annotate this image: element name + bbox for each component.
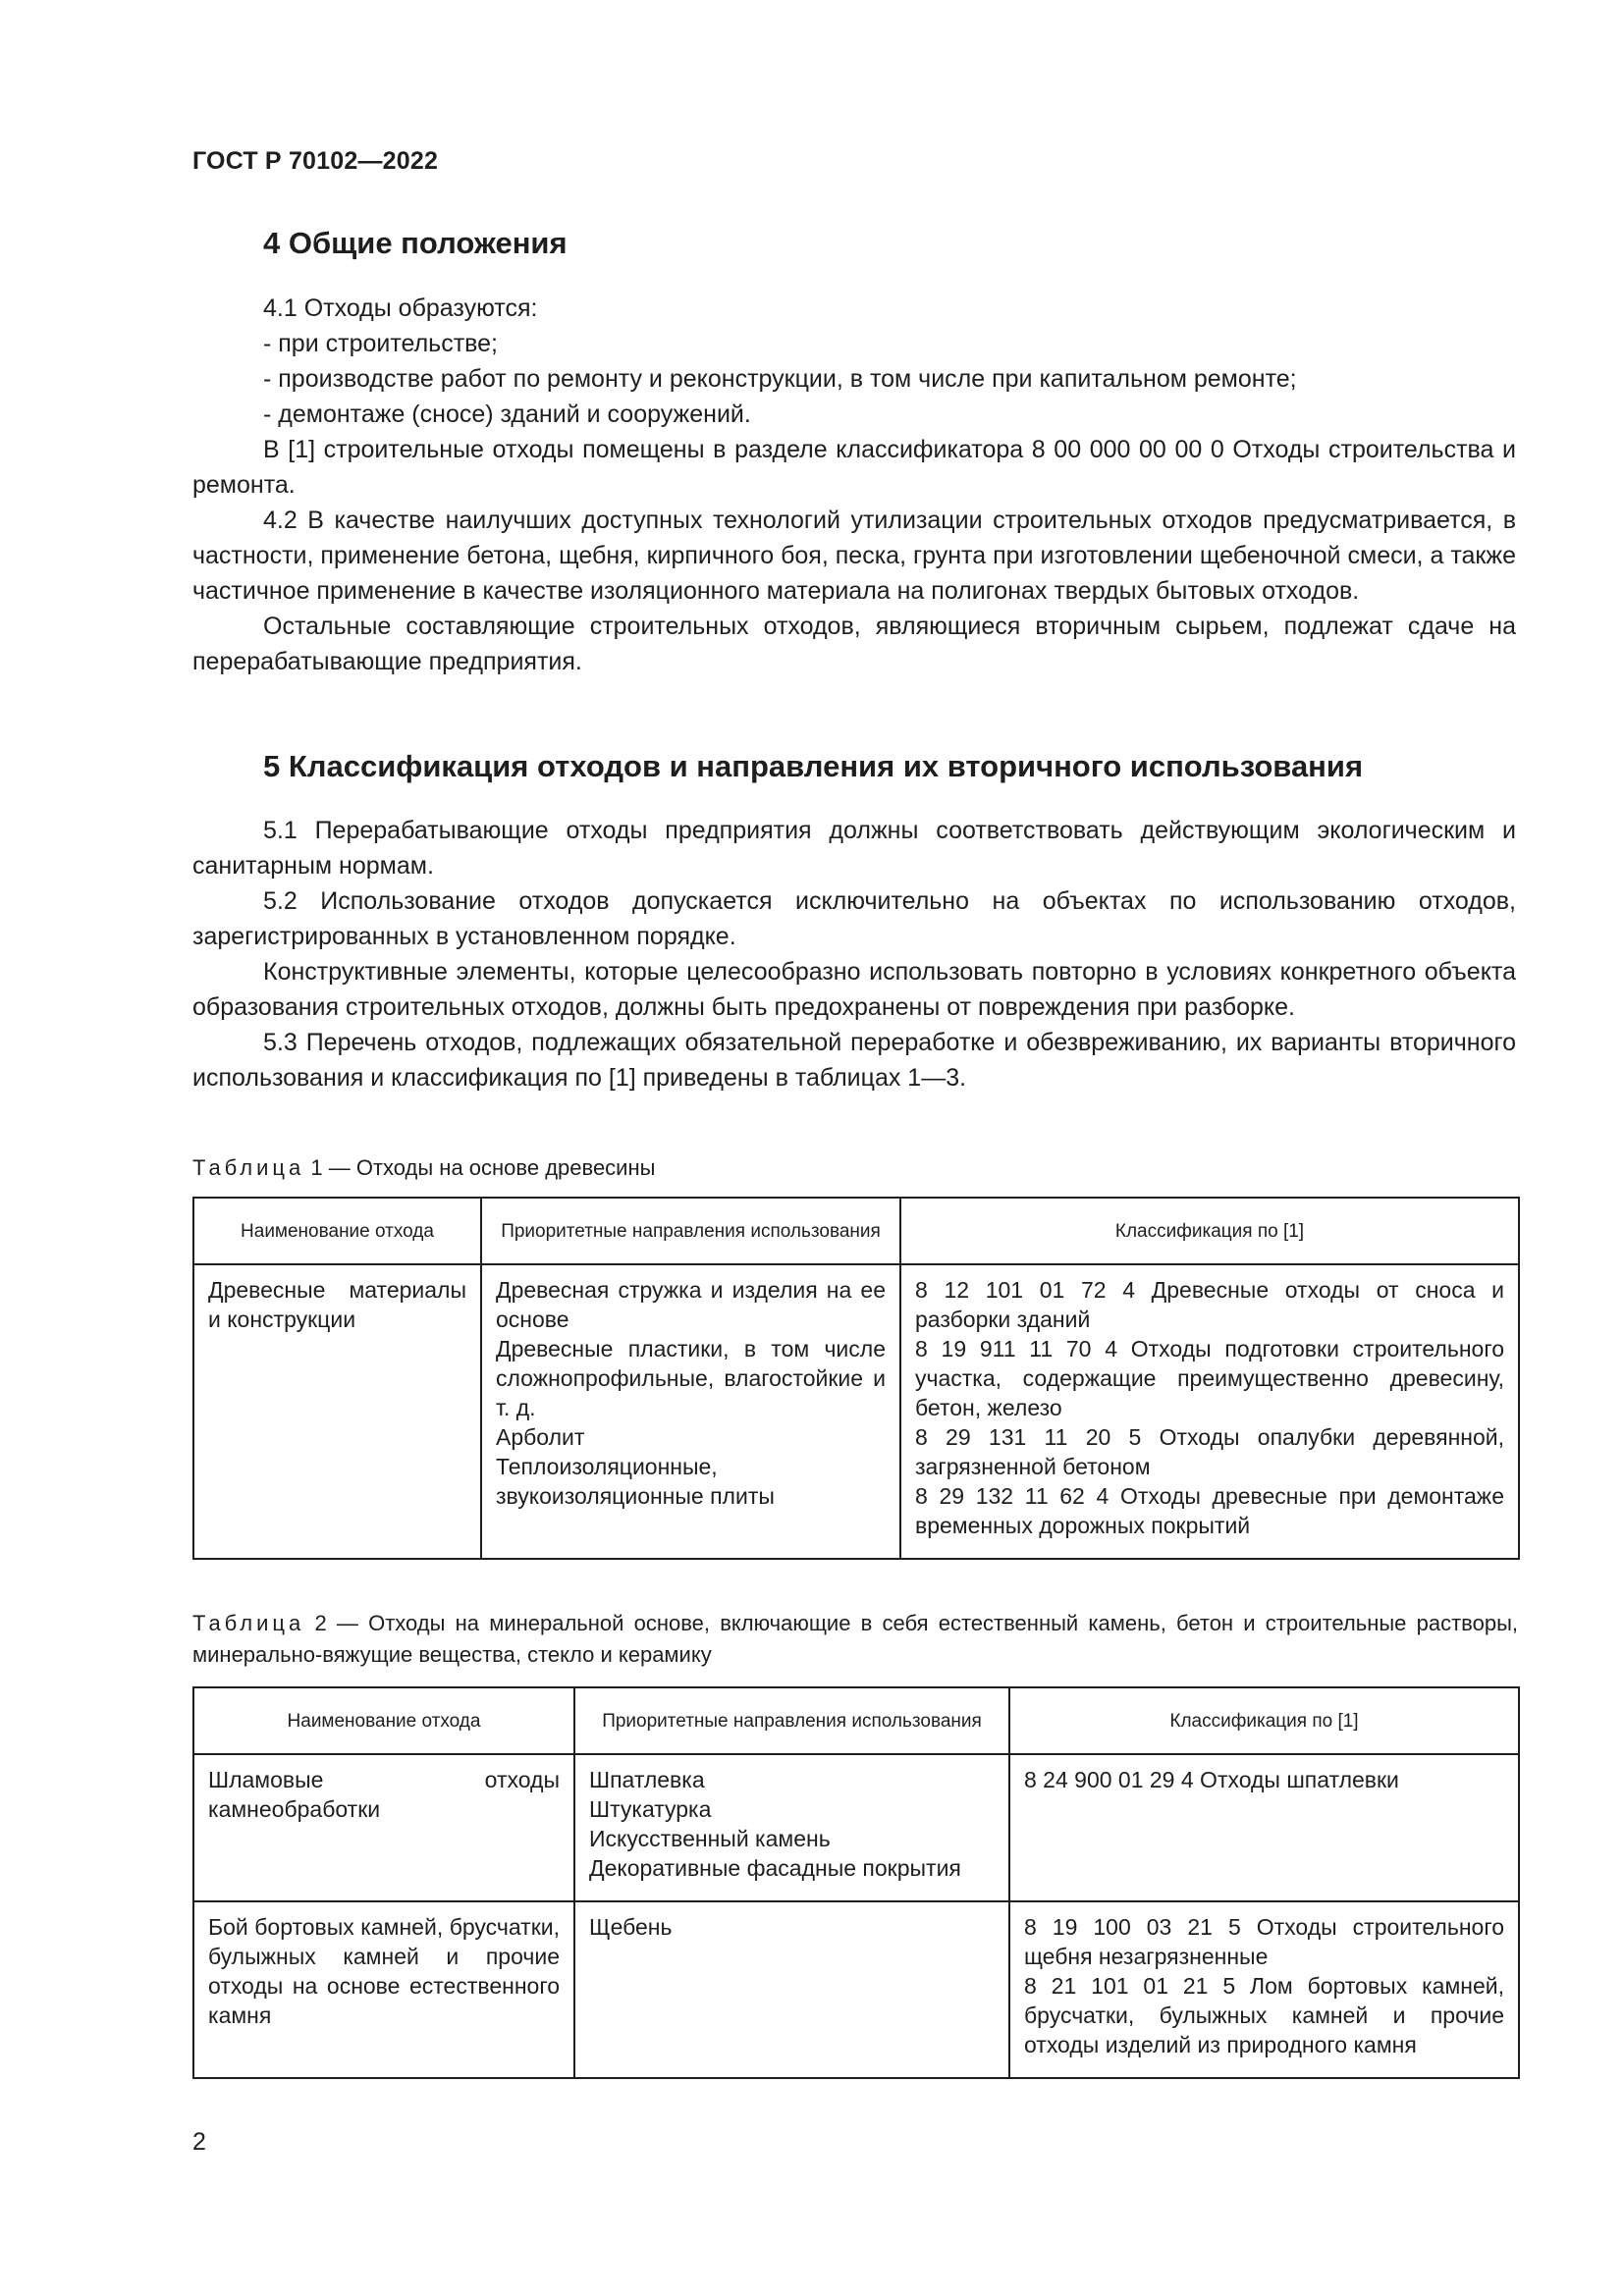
waste-name-cell: Шламовые отходы камнеобработки: [193, 1754, 574, 1901]
column-header: Приоритетные направления использования: [481, 1198, 900, 1264]
direction-item: Арболит: [496, 1424, 585, 1450]
paragraph: - производстве работ по ремонту и реконструкции, в том числе при капитальном ремонте;: [263, 365, 1297, 393]
direction-item: Теплоизоляционные, звукоизоляционные плиты: [496, 1454, 775, 1509]
paragraph: 5.3 Перечень отходов, подлежащих обязательной переработке и обезвреживанию, их варианты вторичного использования и классификация по [1] приведены в таблицах 1—3.: [192, 1029, 1516, 1092]
column-header: Наименование отхода: [193, 1687, 574, 1754]
direction-item: Шпатлевка: [589, 1767, 705, 1792]
table-row: [193, 1901, 1519, 2078]
classification-item: 8 29 131 11 20 5 Отходы опалубки деревянной, загрязненной бетоном: [915, 1424, 1504, 1479]
table-1-caption: [192, 1152, 1518, 1184]
direction-item: Древесные пластики, в том числе сложнопрофильные, влагостойкие и т. д.: [496, 1336, 886, 1420]
waste-name-cell: Бой бортовых камней, брусчатки, булыжных камней и прочие отходы на основе естественного камня: [193, 1901, 574, 2078]
classification-cell: [900, 1264, 1519, 1559]
classification-cell: [1009, 1901, 1519, 2078]
caption-label: Таблица: [192, 1155, 305, 1180]
direction-item: Искусственный камень: [589, 1826, 831, 1851]
section-5-title: 5 Классификация отходов и направления их вторичного использования: [263, 749, 1364, 783]
table-1: [192, 1197, 1520, 1560]
paragraph: 5.2 Использование отходов допускается исключительно на объектах по использованию отходов, зарегистрированных в установленном порядке.: [192, 887, 1516, 950]
caption-label: Таблица: [192, 1611, 305, 1635]
directions-cell: [574, 1901, 1009, 2078]
paragraph: 4.2 В качестве наилучших доступных технологий утилизации строительных отходов предусматривается, в частности, применение бетона, щебня, кирпичного боя, песка, грунта при изготовлении щебеночной смеси, а также частичное применение в качестве изоляционного материала на полигонах твердых бытовых отходов.: [192, 507, 1516, 605]
waste-name-cell: Древесные материалы и конструкции: [193, 1264, 481, 1559]
column-header: Классификация по [1]: [900, 1198, 1519, 1264]
direction-item: Щебень: [589, 1914, 673, 1940]
direction-item: Штукатурка: [589, 1796, 712, 1822]
classification-item: 8 24 900 01 29 4 Отходы шпатлевки: [1024, 1767, 1399, 1792]
paragraph: Остальные составляющие строительных отходов, являющиеся вторичным сырьем, подлежат сдаче на перерабатывающие предприятия.: [192, 613, 1516, 675]
directions-cell: [574, 1754, 1009, 1901]
table-2: [192, 1686, 1520, 2079]
classification-item: 8 19 100 03 21 5 Отходы строительного щебня незагрязненные: [1024, 1914, 1504, 1969]
paragraph: 4.1 Отходы образуются:: [263, 294, 538, 322]
table-header-row: [193, 1198, 1519, 1264]
classification-item: 8 12 101 01 72 4 Древесные отходы от сноса и разборки зданий: [915, 1277, 1504, 1332]
column-header: Приоритетные направления использования: [574, 1687, 1009, 1754]
paragraph: - демонтаже (сносе) зданий и сооружений.: [263, 400, 751, 428]
classification-item: 8 29 132 11 62 4 Отходы древесные при демонтаже временных дорожных покрытий: [915, 1483, 1504, 1538]
classification-cell: [1009, 1754, 1519, 1901]
paragraph: 5.1 Перерабатывающие отходы предприятия должны соответствовать действующим экологическим и санитарным нормам.: [192, 817, 1516, 880]
classification-item: 8 19 911 11 70 4 Отходы подготовки строительного участка, содержащие преимущественно древесину, бетон, железо: [915, 1336, 1504, 1420]
column-header: Наименование отхода: [193, 1198, 481, 1264]
caption-text: 2 — Отходы на минеральной основе, включающие в себя естественный камень, бетон и строительные растворы, минерально-вяжущие вещества, стекло и керамику: [192, 1611, 1518, 1667]
document-id: ГОСТ Р 70102—2022: [192, 147, 439, 175]
section-4-body: [192, 291, 1516, 679]
table-header-row: [193, 1687, 1519, 1754]
page-number: 2: [192, 2128, 206, 2156]
table-2-caption: [192, 1608, 1518, 1671]
directions-cell: [481, 1264, 900, 1559]
paragraph: - при строительстве;: [263, 330, 499, 357]
section-4-title: 4 Общие положения: [263, 226, 568, 260]
table-row: [193, 1754, 1519, 1901]
caption-text: 1 — Отходы на основе древесины: [304, 1155, 656, 1180]
classification-item: 8 21 101 01 21 5 Лом бортовых камней, брусчатки, булыжных камней и прочие отходы изделий из природного камня: [1024, 1973, 1504, 2057]
column-header: Классификация по [1]: [1009, 1687, 1519, 1754]
paragraph: Конструктивные элементы, которые целесообразно использовать повторно в условиях конкретного объекта образования строительных отходов, должны быть предохранены от повреждения при разборке.: [192, 958, 1516, 1021]
paragraph: В [1] строительные отходы помещены в разделе классификатора 8 00 000 00 00 0 Отходы строительства и ремонта.: [192, 436, 1516, 499]
section-5-body: [192, 813, 1516, 1095]
direction-item: Декоративные фасадные покрытия: [589, 1855, 961, 1881]
direction-item: Древесная стружка и изделия на ее основе: [496, 1277, 886, 1332]
table-row: [193, 1264, 1519, 1559]
